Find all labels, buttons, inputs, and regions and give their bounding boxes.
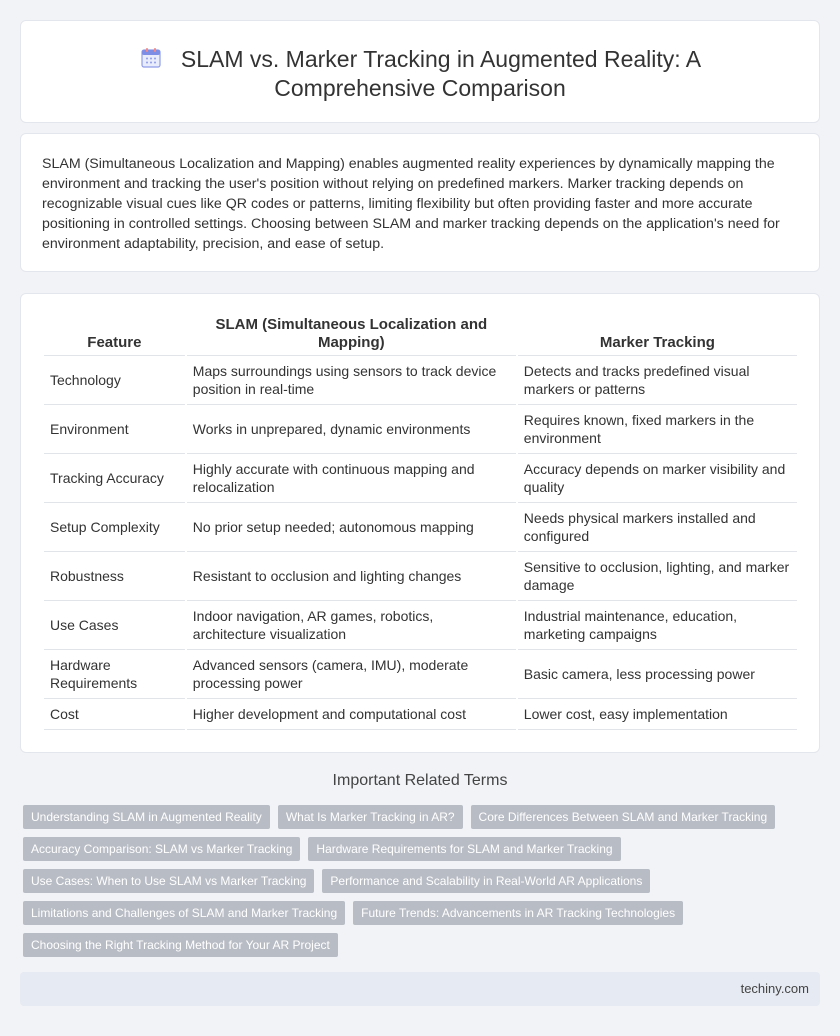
related-terms-list	[23, 805, 783, 957]
related-term-link[interactable]: Hardware Requirements for SLAM and Marker Tracking	[308, 837, 620, 861]
table-row	[44, 699, 797, 730]
cell-feature: Hardware Requirements	[44, 650, 185, 699]
intro-card	[20, 133, 820, 272]
cell-slam: No prior setup needed; autonomous mapping	[187, 503, 516, 552]
related-terms-heading: Important Related Terms	[332, 772, 508, 789]
footer-site-link[interactable]: techiny.com	[740, 981, 809, 996]
header-feature: Feature	[44, 316, 185, 356]
table-row	[44, 405, 797, 454]
cell-slam: Higher development and computational cost	[187, 699, 516, 730]
cell-slam: Indoor navigation, AR games, robotics, architecture visualization	[187, 601, 516, 650]
cell-feature: Cost	[44, 699, 185, 730]
page-title	[21, 45, 819, 103]
cell-slam: Advanced sensors (camera, IMU), moderate processing power	[187, 650, 516, 699]
table-row	[44, 356, 797, 405]
title-line-1: SLAM vs. Marker Tracking in Augmented Reality: A	[180, 46, 702, 72]
cell-feature: Setup Complexity	[44, 503, 185, 552]
cell-marker: Industrial maintenance, education, marketing campaigns	[518, 601, 797, 650]
title-card	[20, 20, 820, 123]
table-row	[44, 601, 797, 650]
related-term-link[interactable]: Future Trends: Advancements in AR Tracking Technologies	[353, 901, 683, 925]
comparison-card	[20, 293, 820, 753]
title-line-2: Comprehensive Comparison	[274, 75, 566, 101]
cell-feature: Environment	[44, 405, 185, 454]
table-row	[44, 503, 797, 552]
table-row	[44, 650, 797, 699]
cell-marker: Lower cost, easy implementation	[518, 699, 797, 730]
table-row	[44, 552, 797, 601]
cell-marker: Detects and tracks predefined visual markers or patterns	[518, 356, 797, 405]
related-term-link[interactable]: Use Cases: When to Use SLAM vs Marker Tracking	[23, 869, 314, 893]
cell-feature: Technology	[44, 356, 185, 405]
related-term-link[interactable]: Performance and Scalability in Real-World AR Applications	[322, 869, 650, 893]
cell-slam: Highly accurate with continuous mapping and relocalization	[187, 454, 516, 503]
cell-marker: Sensitive to occlusion, lighting, and marker damage	[518, 552, 797, 601]
cell-slam: Maps surroundings using sensors to track device position in real-time	[187, 356, 516, 405]
related-term-link[interactable]: Limitations and Challenges of SLAM and Marker Tracking	[23, 901, 345, 925]
intro-paragraph: SLAM (Simultaneous Localization and Mapping) enables augmented reality experiences by dynamically mapping the environment and tracking the user's position without relying on predefined markers. Marker tracking depends on recognizable visual cues like QR codes or patterns, limiting flexibility but often providing faster and more accurate positioning in controlled settings. Choosing between SLAM and marker tracking depends on the application's need for environment adaptability, precision, and ease of setup.	[42, 156, 780, 252]
cell-marker: Needs physical markers installed and configured	[518, 503, 797, 552]
table-header-row	[44, 316, 797, 356]
footer	[20, 972, 820, 1006]
cell-slam: Resistant to occlusion and lighting changes	[187, 552, 516, 601]
cell-marker: Basic camera, less processing power	[518, 650, 797, 699]
header-marker: Marker Tracking	[518, 316, 797, 356]
cell-marker: Accuracy depends on marker visibility and quality	[518, 454, 797, 503]
related-term-link[interactable]: What Is Marker Tracking in AR?	[278, 805, 463, 829]
cell-feature: Robustness	[44, 552, 185, 601]
comparison-table	[42, 316, 799, 730]
cell-slam: Works in unprepared, dynamic environments	[187, 405, 516, 454]
related-term-link[interactable]: Understanding SLAM in Augmented Reality	[23, 805, 270, 829]
header-slam: SLAM (Simultaneous Localization and Mapping)	[187, 316, 516, 356]
table-row	[44, 454, 797, 503]
related-term-link[interactable]: Accuracy Comparison: SLAM vs Marker Tracking	[23, 837, 300, 861]
related-term-link[interactable]: Core Differences Between SLAM and Marker Tracking	[471, 805, 776, 829]
cell-feature: Tracking Accuracy	[44, 454, 185, 503]
cell-marker: Requires known, fixed markers in the environment	[518, 405, 797, 454]
related-term-link[interactable]: Choosing the Right Tracking Method for Your AR Project	[23, 933, 338, 957]
calendar-icon	[139, 46, 163, 70]
cell-feature: Use Cases	[44, 601, 185, 650]
